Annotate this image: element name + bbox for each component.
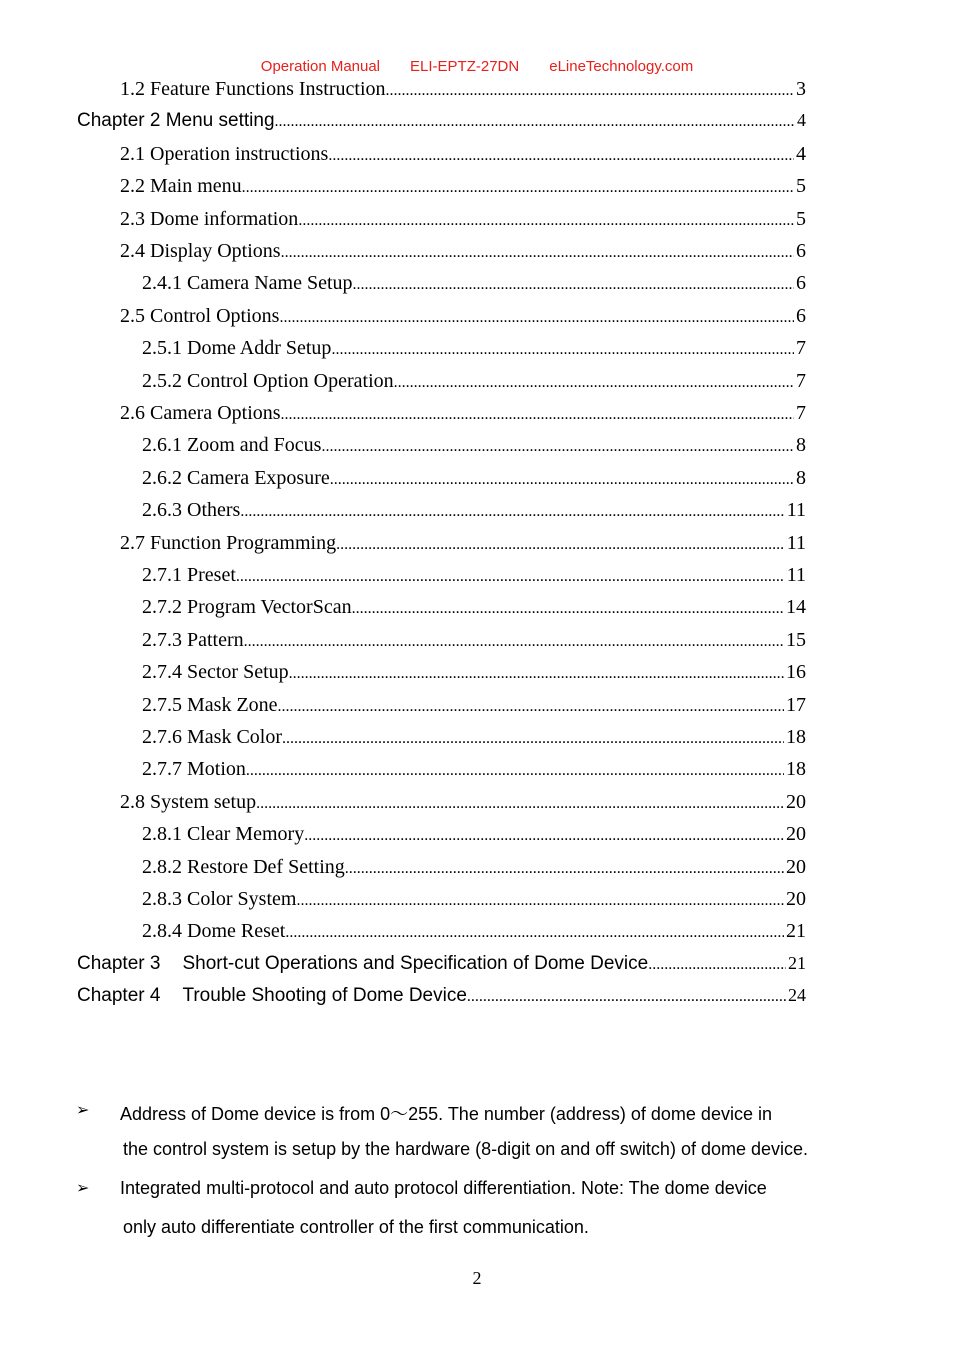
toc-dot-leader: [321, 438, 794, 456]
toc-dot-leader: [246, 762, 784, 780]
toc-entry-title: 2.5.2 Control Option Operation: [142, 369, 394, 392]
toc-dot-leader: [281, 244, 794, 262]
toc-page-number: 5: [796, 207, 806, 230]
toc-entry[interactable]: [0, 370, 954, 400]
toc-entry-title: 1.2 Feature Functions Instruction: [120, 78, 386, 100]
toc-entry[interactable]: [0, 758, 954, 788]
toc-dot-leader: [304, 827, 784, 845]
toc-dot-leader: [394, 374, 794, 392]
toc-dot-leader: [285, 924, 784, 942]
toc-page-number: 7: [796, 369, 806, 392]
toc-entry-title: Chapter 2 Menu setting: [77, 110, 275, 132]
header-website: eLineTechnology.com: [549, 58, 694, 75]
toc-entry-title: 2.6 Camera Options: [120, 402, 281, 424]
toc-entry-title: 2.2 Main menu: [120, 175, 242, 198]
toc-entry-title: 2.6.3 Others: [142, 499, 241, 522]
toc-dot-leader: [352, 600, 784, 618]
toc-dot-leader: [298, 212, 794, 230]
toc-page-number: 20: [786, 888, 806, 910]
toc-dot-leader: [386, 82, 794, 100]
toc-chapter-number: Chapter 4: [77, 985, 161, 1007]
toc-dot-leader: [330, 471, 794, 489]
toc-entry[interactable]: [0, 337, 954, 367]
toc-dot-leader: [236, 568, 785, 586]
toc-entry-title: 2.7.1 Preset: [142, 564, 236, 586]
bullet-text-line: the control system is setup by the hardware (8-digit on and off switch) of dome device.: [123, 1139, 809, 1159]
toc-entry[interactable]: [0, 953, 954, 983]
header-model: ELI-EPTZ-27DN: [410, 58, 520, 75]
toc-dot-leader: [279, 309, 794, 327]
arrow-bullet-icon: ➢: [76, 1178, 90, 1197]
toc-entry[interactable]: [0, 661, 954, 691]
toc-entry-title: 2.3 Dome information: [120, 207, 299, 230]
arrow-bullet-icon: ➢: [76, 1100, 90, 1119]
toc-dot-leader: [242, 179, 794, 197]
toc-entry[interactable]: [0, 596, 954, 626]
toc-dot-leader: [256, 795, 784, 813]
toc-dot-leader: [289, 665, 784, 683]
toc-entry[interactable]: [0, 175, 954, 205]
toc-page-number: 11: [786, 531, 806, 554]
toc-dot-leader: [331, 341, 794, 359]
toc-page-number: 5: [796, 175, 806, 198]
toc-entry[interactable]: [0, 434, 954, 464]
header-doc-type: Operation Manual: [260, 58, 381, 75]
toc-chapter-title: Trouble Shooting of Dome Device: [182, 985, 467, 1007]
toc-dot-leader: [345, 860, 784, 878]
toc-dot-leader: [281, 406, 794, 424]
toc-dot-leader: [240, 503, 784, 521]
toc-chapter-number: Chapter 3: [77, 952, 161, 974]
toc-entry-title: 2.7.7 Motion: [142, 758, 246, 781]
toc-page-number: 6: [796, 272, 806, 295]
toc-entry-title: 2.4.1 Camera Name Setup: [142, 272, 353, 295]
toc-page-number: 20: [786, 855, 806, 878]
toc-page-number: 8: [796, 434, 806, 457]
toc-page-number: 8: [796, 466, 806, 489]
toc-entry[interactable]: [0, 240, 954, 270]
toc-entry-title: 2.6.2 Camera Exposure: [142, 466, 330, 489]
toc-page-number: 6: [796, 240, 806, 262]
toc-dot-leader: [282, 730, 784, 748]
toc-entry[interactable]: [0, 629, 954, 659]
bullet-text-line: Address of Dome device is from 0～255. The number (address) of dome device in: [120, 1104, 772, 1124]
toc-dot-leader: [648, 956, 786, 974]
toc-dot-leader: [275, 113, 795, 131]
toc-page-number: 18: [786, 758, 806, 781]
toc-entry[interactable]: [0, 920, 954, 950]
toc-page-number: 4: [796, 142, 806, 165]
toc-entry[interactable]: [0, 823, 954, 853]
toc-entry-title: 2.6.1 Zoom and Focus: [142, 434, 322, 457]
toc-page-number: 21: [788, 952, 806, 973]
toc-entry-title: 2.5 Control Options: [120, 304, 280, 327]
toc-page-number: 20: [786, 790, 806, 813]
toc-entry[interactable]: [0, 985, 954, 1015]
toc-dot-leader: [278, 698, 784, 716]
toc-entry-title: 2.1 Operation instructions: [120, 142, 329, 165]
bullet-text-line: Integrated multi-protocol and auto protocol differentiation. Note: The dome device: [120, 1178, 767, 1198]
toc-page-number: 21: [786, 920, 806, 943]
toc-entry[interactable]: [0, 499, 954, 529]
toc-entry[interactable]: [0, 110, 954, 140]
toc-entry[interactable]: [0, 726, 954, 756]
toc-dot-leader: [296, 892, 784, 910]
toc-entry-title: 2.7.4 Sector Setup: [142, 661, 289, 684]
toc-entry-title: 2.8 System setup: [120, 790, 257, 813]
toc-page-number: 16: [786, 661, 806, 684]
toc-page-number: 20: [786, 823, 806, 846]
toc-page-number: 18: [786, 726, 806, 748]
toc-page-number: 24: [788, 985, 806, 1006]
page-number: 2: [472, 1268, 482, 1288]
toc-entry[interactable]: [0, 402, 954, 432]
toc-entry[interactable]: [0, 888, 954, 918]
toc-page-number: 7: [796, 337, 806, 360]
toc-entry[interactable]: [0, 791, 954, 821]
toc-page-number: 11: [786, 499, 806, 522]
toc-entry-title: 2.5.1 Dome Addr Setup: [142, 337, 332, 360]
toc-entry-title: 2.8.3 Color System: [142, 888, 297, 910]
toc-entry-title: 2.7 Function Programming: [120, 531, 337, 554]
toc-page-number: 11: [786, 564, 806, 586]
toc-entry[interactable]: [0, 78, 954, 108]
toc-entry-title: 2.7.3 Pattern: [142, 628, 244, 651]
toc-entry-title: 2.8.4 Dome Reset: [142, 920, 286, 943]
toc-dot-leader: [336, 536, 785, 554]
toc-page-number: 3: [796, 78, 806, 100]
toc-dot-leader: [328, 147, 794, 165]
toc-page-number: 6: [796, 304, 806, 327]
toc-dot-leader: [353, 276, 795, 294]
toc-entry[interactable]: [0, 272, 954, 302]
toc-entry[interactable]: [0, 694, 954, 724]
toc-entry-title: 2.7.2 Program VectorScan: [142, 596, 352, 619]
toc-entry-title: [77, 985, 467, 1007]
toc-entry-title: 2.4 Display Options: [120, 240, 281, 262]
toc-page-number: 7: [796, 402, 806, 424]
toc-entry[interactable]: [0, 856, 954, 886]
toc-entry[interactable]: [0, 467, 954, 497]
toc-entry-title: [77, 953, 648, 975]
toc-entry-title: 2.7.5 Mask Zone: [142, 693, 278, 716]
toc-entry[interactable]: [0, 305, 954, 335]
toc-page-number: 4: [797, 110, 806, 131]
page-header: [0, 58, 954, 75]
toc-entry[interactable]: [0, 208, 954, 238]
toc-entry-title: 2.7.6 Mask Color: [142, 726, 282, 748]
toc-entry-title: 2.8.2 Restore Def Setting: [142, 855, 345, 878]
toc-dot-leader: [467, 988, 786, 1006]
toc-entry[interactable]: [0, 564, 954, 594]
toc-page-number: 17: [786, 693, 806, 716]
bullet-text-line: only auto differentiate controller of the first communication.: [123, 1217, 589, 1237]
toc-page-number: 14: [786, 596, 806, 619]
toc-entry[interactable]: [0, 532, 954, 562]
toc-page-number: 15: [786, 628, 806, 651]
toc-chapter-title: Short-cut Operations and Specification of Dome Device: [182, 952, 649, 974]
toc-dot-leader: [244, 633, 784, 651]
toc-entry-title: 2.8.1 Clear Memory: [142, 823, 305, 846]
toc-entry[interactable]: [0, 143, 954, 173]
